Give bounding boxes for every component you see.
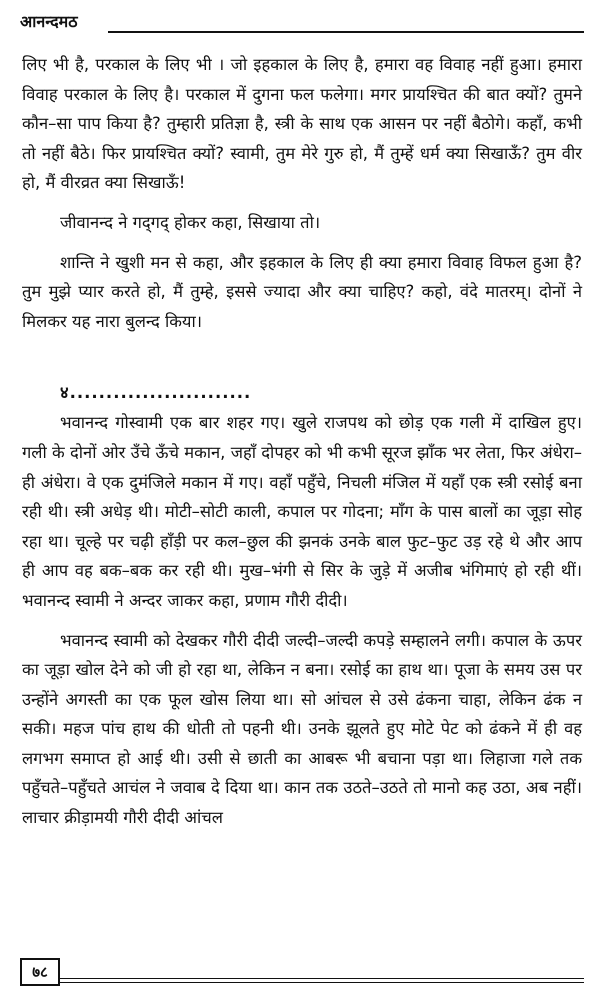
section-marker: ४......................... bbox=[60, 383, 252, 403]
paragraph-gap bbox=[22, 616, 582, 626]
paragraph: भवानन्द गोस्वामी एक बार शहर गए। खुले राजपथ को छोड़ एक गली में दाखिल हुए। गली के दोनों ओर उँचे ऊँचे मकान, जहाँ दोपहर को भी कभी सूरज झाँक भर लेता, फिर अंधेरा–ही अंधेरा। वे एक दुमंजिले मकान में गए। वहाँ पहुँचे, निचली मंजिल में यहाँ एक स्त्री रसोई बना रही थी। स्त्री अधेड़ थी। मोटी–सोटी काली, कपाल पर गोदना; माँग के पास बालों का जूड़ा सोह रहा था। चूल्हे पर चढ़ी हाँड़ी पर कल–छुल की झनकं उनके बाल फुट–फुट उड़ रहे थे और आप ही आप वह बक–बक कर रही थी। मुख–भंगी से सिर के जुड़े में अजीब भंगिमाएं हो रही थीं। भवानन्द स्वामी ने अन्दर जाकर कहा, प्रणाम गौरी दीदी। bbox=[22, 413, 582, 610]
page-number: ७८ bbox=[20, 958, 60, 986]
header-rule bbox=[108, 31, 584, 33]
paragraph: जीवानन्द ने गद्‌गद् होकर कहा, सिखाया तो। bbox=[60, 212, 321, 232]
page-body bbox=[22, 50, 582, 833]
footer-rule bbox=[60, 982, 584, 983]
footer-rule bbox=[60, 978, 584, 979]
paragraph: शान्ति ने खुशी मन से कहा, और इहकाल के लिए ही क्या हमारा विवाह विफल हुआ है? तुम मुझे प्यार करते हो, मैं तुम्हे, इससे ज्यादा और क्या चाहिए? कहो, वंदे मातरम्। दोनों ने मिलकर यह नारा बुलन्द किया। bbox=[22, 252, 582, 331]
running-header bbox=[20, 10, 584, 38]
section-gap bbox=[22, 336, 582, 378]
paragraph-continued: लिए भी है, परकाल के लिए भी । जो इहकाल के लिए है, हमारा वह विवाह नहीं हुआ। हमारा विवाह परकाल के लिए है। परकाल में दुगना फल फलेगा। मगर प्रायश्चित की बात क्यों? तुमने कौन–सा पाप किया है? तुम्हारी प्रतिज्ञा है, स्त्री के साथ एक आसन पर नहीं बैठोगे। कहाँ, कभी तो नहीं बैठे। फिर प्रायश्चित क्यों? स्वामी, तुम मेरे गुरु हो, मैं तुम्हें धर्म क्या सिखाऊँ? तुम वीर हो, मैं वीरव्रत क्या सिखाऊँ! bbox=[22, 55, 582, 193]
paragraph: भवानन्द स्वामी को देखकर गौरी दीदी जल्दी–जल्दी कपड़े सम्हालने लगी। कपाल के ऊपर का जूड़ा खोल देने को जी हो रहा था, लेकिन न बना। रसोई का हाथ था। पूजा के समय उस पर उन्होंने अगस्ती का एक फूल खोस लिया था। सो आंचल से उसे ढंकना चाहा, लेकिन ढंक न सकी। महज पांच हाथ की धोती तो पहनी थी। उनके झूलते हुए मोटे पेट को ढंकने में ही वह लगभग समाप्त हो आई थी। उसी से छाती का आबरू भी बचाना पड़ा था। लिहाजा गले तक पहुँचते–पहुँचते आचंल ने जवाब दे दिया था। कान तक उठते–उठते तो मानो कह उठा, अब नहीं। लाचार क्रीड़ामयी गौरी दीदी आंचल bbox=[22, 630, 582, 828]
paragraph-gap bbox=[22, 198, 582, 208]
book-title: आनन्दमठ bbox=[20, 12, 78, 31]
page-footer bbox=[20, 958, 584, 988]
paragraph-gap bbox=[22, 238, 582, 248]
